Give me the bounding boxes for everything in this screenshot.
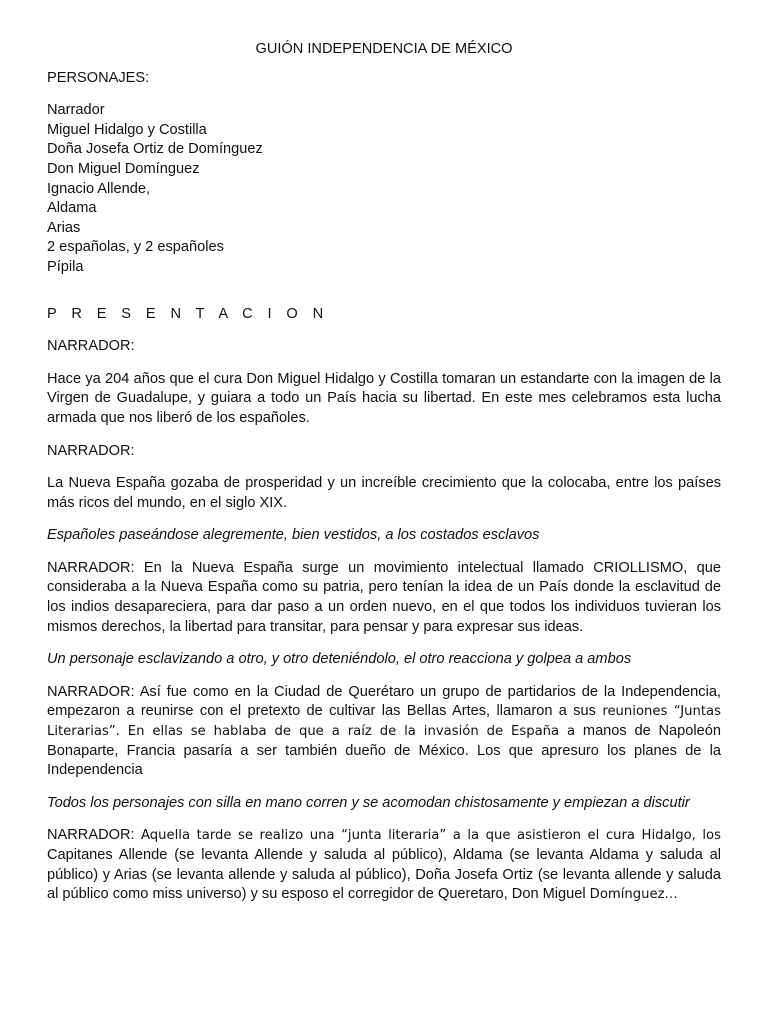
character-item: Arias (47, 219, 81, 236)
stage-direction: Un personaje esclavizando a otro, y otro deteniéndolo, el otro reacciona y golpea a ambos (47, 651, 632, 668)
paragraph-segment: Capitanes Allende (se levanta Allende y saluda al público), Aldama (se levanta Aldama y saluda al público) y Arias (se levanta allende y saluda al público), Doña Josefa Ortiz (se levanta allende y saluda al público como miss universo) y su esposo el corregidor de Queretaro, Don Miguel (47, 847, 721, 903)
script-paragraph: NARRADOR: En la Nueva España surge un movimiento intelectual llamado CRIOLLISMO, que consideraba a la Nueva España como su patria, pero tenían la idea de un País donde la esclavitud de los indios desapareciera, para dar paso a un orden nuevo, en el que todos los individuos tuvieran los mismos derechos, la libertad para transitar, para pensar y para expresar sus ideas. (47, 559, 721, 635)
character-item: Pípila (47, 258, 84, 275)
narrator-label: NARRADOR: (47, 827, 135, 844)
character-item: Ignacio Allende, (47, 180, 151, 197)
script-paragraph: Hace ya 204 años que el cura Don Miguel Hidalgo y Costilla tomaran un estandarte con la imagen de la Virgen de Guadalupe, y guiara a todo un País hacia su libertad. En este mes celebramos esta lucha armada que nos liberó de los españoles. (47, 370, 721, 426)
document-title: GUIÓN INDEPENDENCIA DE MÉXICO (255, 41, 513, 57)
narrator-label: NARRADOR: (47, 338, 135, 355)
paragraph-segment: NARRADOR: Así fue como en la Ciudad de Querétaro un grupo de partidarios de la Independencia, empezaron a reunirse con el pretexto de cultivar las Bellas Artes, llamaron a sus (47, 683, 721, 720)
section-heading: P R E S E N T A C I O N (47, 305, 329, 322)
script-paragraph (47, 826, 721, 904)
narrator-label: NARRADOR: (47, 442, 135, 459)
paragraph-segment: Aquella tarde se realizo una “junta literaria” a la que asistieron el cura Hidalgo, los (140, 828, 721, 844)
stage-direction: Todos los personajes con silla en mano corren y se acomodan chistosamente y empiezan a discutir (47, 794, 690, 811)
characters-list (47, 101, 721, 277)
script-paragraph (47, 683, 721, 781)
stage-direction: Españoles paseándose alegremente, bien vestidos, a los costados esclavos (47, 527, 540, 544)
script-paragraph: La Nueva España gozaba de prosperidad y un increíble crecimiento que la colocaba, entre los países más ricos del mundo, en el siglo XIX. (47, 475, 721, 511)
character-item: Don Miguel Domínguez (47, 160, 200, 177)
character-item: Doña Josefa Ortiz de Domínguez (47, 141, 263, 158)
character-item: Narrador (47, 102, 105, 119)
character-item: Aldama (47, 200, 97, 217)
characters-heading: PERSONAJES: (47, 69, 150, 86)
character-item: 2 españolas, y 2 españoles (47, 239, 224, 256)
paragraph-segment: reuniones “Juntas Literarias”. En ellas se hablaba de que a raíz de la invasión de España a (47, 704, 721, 740)
paragraph-segment: manos de Napoleón Bonaparte, Francia pasaría a ser también dueño de México. Los que apresuro los planes de la Independencia (47, 723, 721, 779)
character-item: Miguel Hidalgo y Costilla (47, 121, 207, 138)
paragraph-segment: Domínguez… (589, 887, 678, 903)
